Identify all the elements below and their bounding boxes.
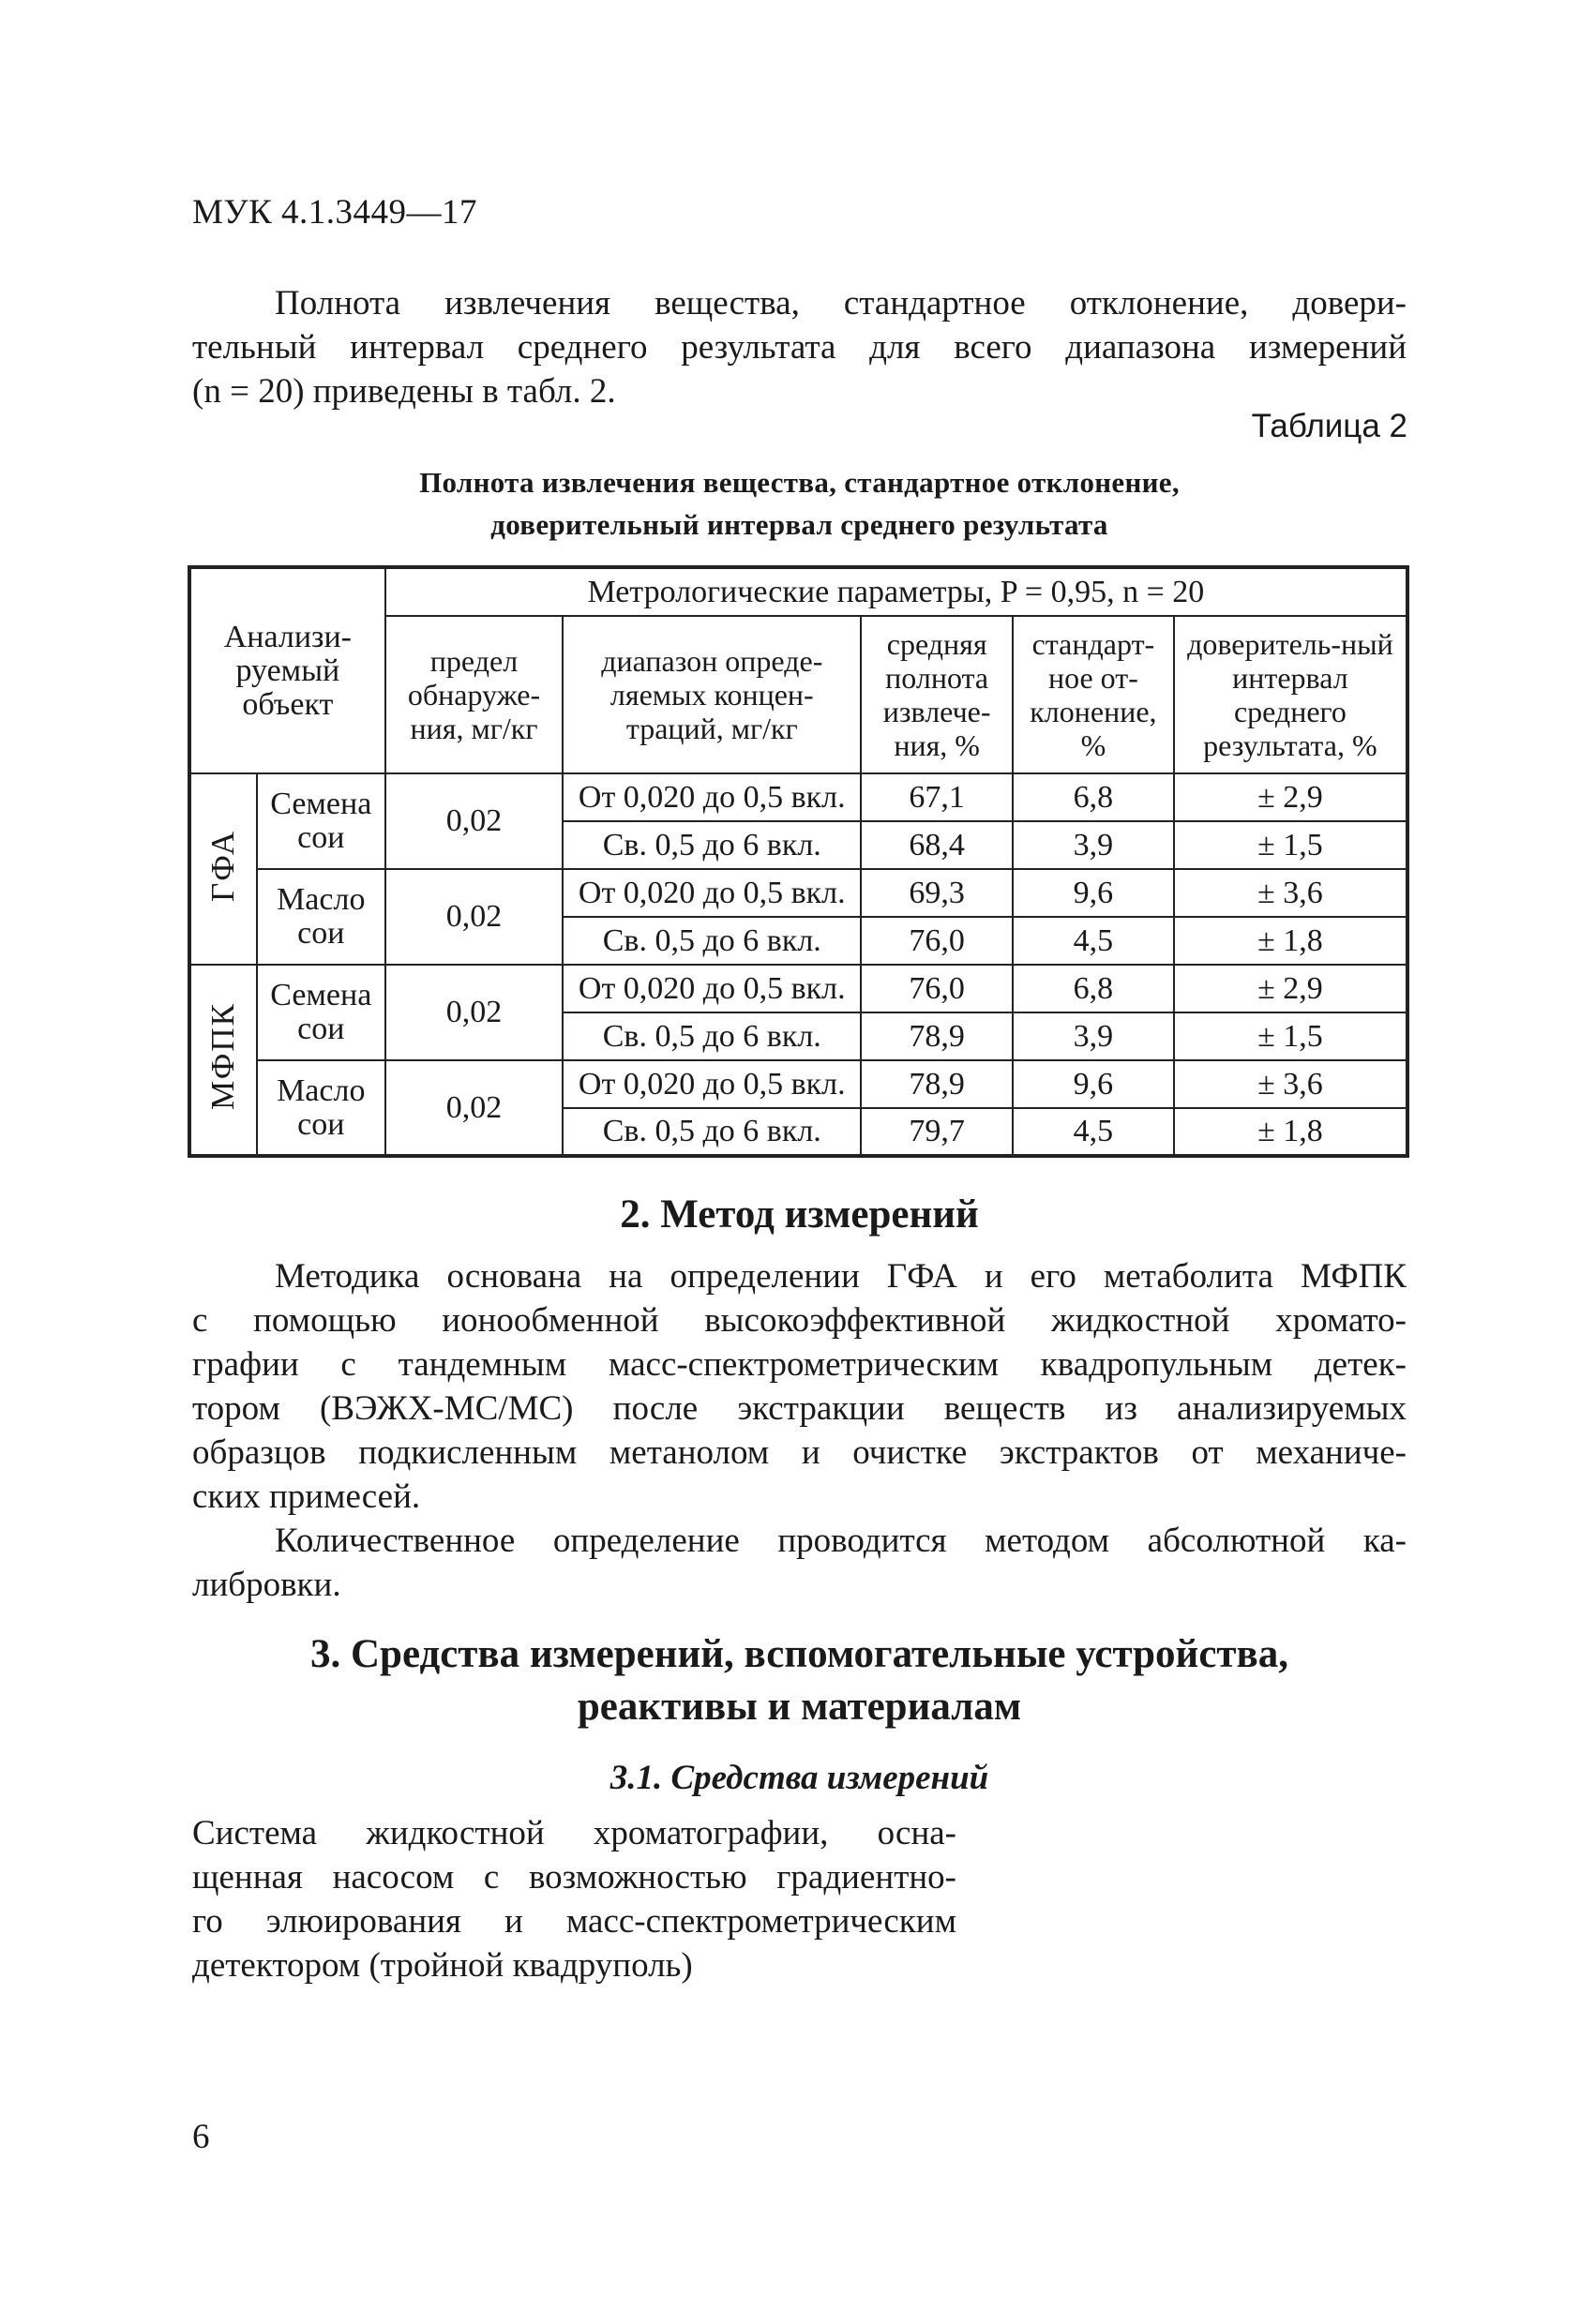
text-line: тором (ВЭЖХ-МС/МС) после экстракции веществ из анализируемых xyxy=(192,1389,1407,1428)
data-table xyxy=(188,565,1409,1158)
object-name: Семена сои xyxy=(257,965,385,1060)
sd-cell: 3,9 xyxy=(1013,821,1174,869)
range-cell: От 0,020 до 0,5 вкл. xyxy=(563,869,861,917)
section-2-paragraph-1 xyxy=(192,1254,1407,1519)
recovery-cell: 78,9 xyxy=(861,1012,1013,1060)
recovery-cell: 69,3 xyxy=(861,869,1013,917)
section-3-heading-line: 3. Средства измерений, вспомогательные устройства, xyxy=(309,1632,1289,1676)
group-gfa xyxy=(189,773,257,965)
range-cell: От 0,020 до 0,5 вкл. xyxy=(563,1060,861,1108)
recovery-cell: 67,1 xyxy=(861,773,1013,821)
equipment-item xyxy=(192,1811,956,1987)
ci-cell: ± 1,8 xyxy=(1174,917,1407,965)
ci-cell: ± 3,6 xyxy=(1174,1060,1407,1108)
ci-cell: ± 1,5 xyxy=(1174,1012,1407,1060)
intro-line: Полнота извлечения вещества, стандартное отклонение, довери- xyxy=(275,284,1407,322)
header-sd: стандарт-ное от-клонение, % xyxy=(1013,616,1174,773)
section-2-heading: 2. Метод измерений xyxy=(620,1192,979,1237)
range-cell: От 0,020 до 0,5 вкл. xyxy=(563,773,861,821)
text-line: Методика основана на определении ГФА и его метаболита МФПК xyxy=(275,1257,1407,1296)
ci-cell: ± 3,6 xyxy=(1174,869,1407,917)
object-name: Семена сои xyxy=(257,773,385,869)
intro-line: (n = 20) приведены в табл. 2. xyxy=(192,372,616,411)
header-range: диапазон опреде-ляемых концен-траций, мг/кг xyxy=(563,616,861,773)
sd-cell: 4,5 xyxy=(1013,917,1174,965)
detection-limit: 0,02 xyxy=(385,869,564,965)
header-recovery: средняя полнота извлече-ния, % xyxy=(861,616,1013,773)
text-line: графии с тандемным масс-спектрометрическим квадропульным детек- xyxy=(192,1345,1407,1384)
group-label: ГФА xyxy=(204,829,242,902)
intro-paragraph xyxy=(192,281,1407,413)
text-line: Система жидкостной хроматографии, осна- xyxy=(192,1814,956,1852)
section-2-paragraph-2 xyxy=(192,1519,1407,1607)
section-3-heading-line: реактивы и материалам xyxy=(577,1685,1022,1729)
header-ci: доверитель-ный интервал среднего результата, % xyxy=(1174,616,1407,773)
detection-limit: 0,02 xyxy=(385,965,564,1060)
text-line: либровки. xyxy=(192,1566,341,1604)
range-cell: Св. 0,5 до 6 вкл. xyxy=(563,1108,861,1156)
object-name: Масло сои xyxy=(257,869,385,965)
object-name: Масло сои xyxy=(257,1060,385,1156)
header-object: Анализи-руемый объект xyxy=(189,567,385,773)
ci-cell: ± 2,9 xyxy=(1174,965,1407,1012)
text-line: Количественное определение проводится методом абсолютной ка- xyxy=(275,1522,1407,1560)
text-line: с помощью ионообменной высокоэффективной жидкостной хромато- xyxy=(192,1301,1407,1340)
sd-cell: 4,5 xyxy=(1013,1108,1174,1156)
range-cell: Св. 0,5 до 6 вкл. xyxy=(563,821,861,869)
section-3-heading xyxy=(192,1628,1407,1733)
sd-cell: 6,8 xyxy=(1013,965,1174,1012)
subsection-3-1-heading: 3.1. Средства измерений xyxy=(609,1759,989,1797)
ci-cell: ± 2,9 xyxy=(1174,773,1407,821)
table-title xyxy=(192,461,1407,546)
text-line: го элюирования и масс-спектрометрическим xyxy=(192,1902,956,1941)
recovery-cell: 79,7 xyxy=(861,1108,1013,1156)
document-code: МУК 4.1.3449—17 xyxy=(192,193,478,232)
table-title-line: Полнота извлечения вещества, стандартное отклонение, xyxy=(419,466,1180,499)
text-line: образцов подкисленным метанолом и очистке экстрактов от механиче- xyxy=(192,1433,1407,1472)
sd-cell: 9,6 xyxy=(1013,869,1174,917)
text-line: ских примесей. xyxy=(192,1477,421,1516)
table-caption: Таблица 2 xyxy=(1251,408,1407,444)
group-label: МФПК xyxy=(204,1002,242,1110)
ci-cell: ± 1,5 xyxy=(1174,821,1407,869)
recovery-cell: 68,4 xyxy=(861,821,1013,869)
sd-cell: 9,6 xyxy=(1013,1060,1174,1108)
range-cell: Св. 0,5 до 6 вкл. xyxy=(563,917,861,965)
header-params: Метрологические параметры, P = 0,95, n = 20 xyxy=(385,567,1407,616)
sd-cell: 3,9 xyxy=(1013,1012,1174,1060)
detection-limit: 0,02 xyxy=(385,773,564,869)
detection-limit: 0,02 xyxy=(385,1060,564,1156)
ci-cell: ± 1,8 xyxy=(1174,1108,1407,1156)
sd-cell: 6,8 xyxy=(1013,773,1174,821)
table-title-line: доверительный интервал среднего результата xyxy=(490,508,1108,541)
recovery-cell: 78,9 xyxy=(861,1060,1013,1108)
recovery-cell: 76,0 xyxy=(861,917,1013,965)
range-cell: От 0,020 до 0,5 вкл. xyxy=(563,965,861,1012)
intro-line: тельный интервал среднего результата для всего диапазона измерений xyxy=(192,328,1407,367)
text-line: щенная насосом с возможностью градиентно- xyxy=(192,1858,956,1897)
group-mfpk xyxy=(189,965,257,1156)
text-line: детектором (тройной квадруполь) xyxy=(192,1946,693,1985)
page-number: 6 xyxy=(192,2118,210,2156)
range-cell: Св. 0,5 до 6 вкл. xyxy=(563,1012,861,1060)
header-limit: предел обнаруже-ния, мг/кг xyxy=(385,616,564,773)
recovery-cell: 76,0 xyxy=(861,965,1013,1012)
